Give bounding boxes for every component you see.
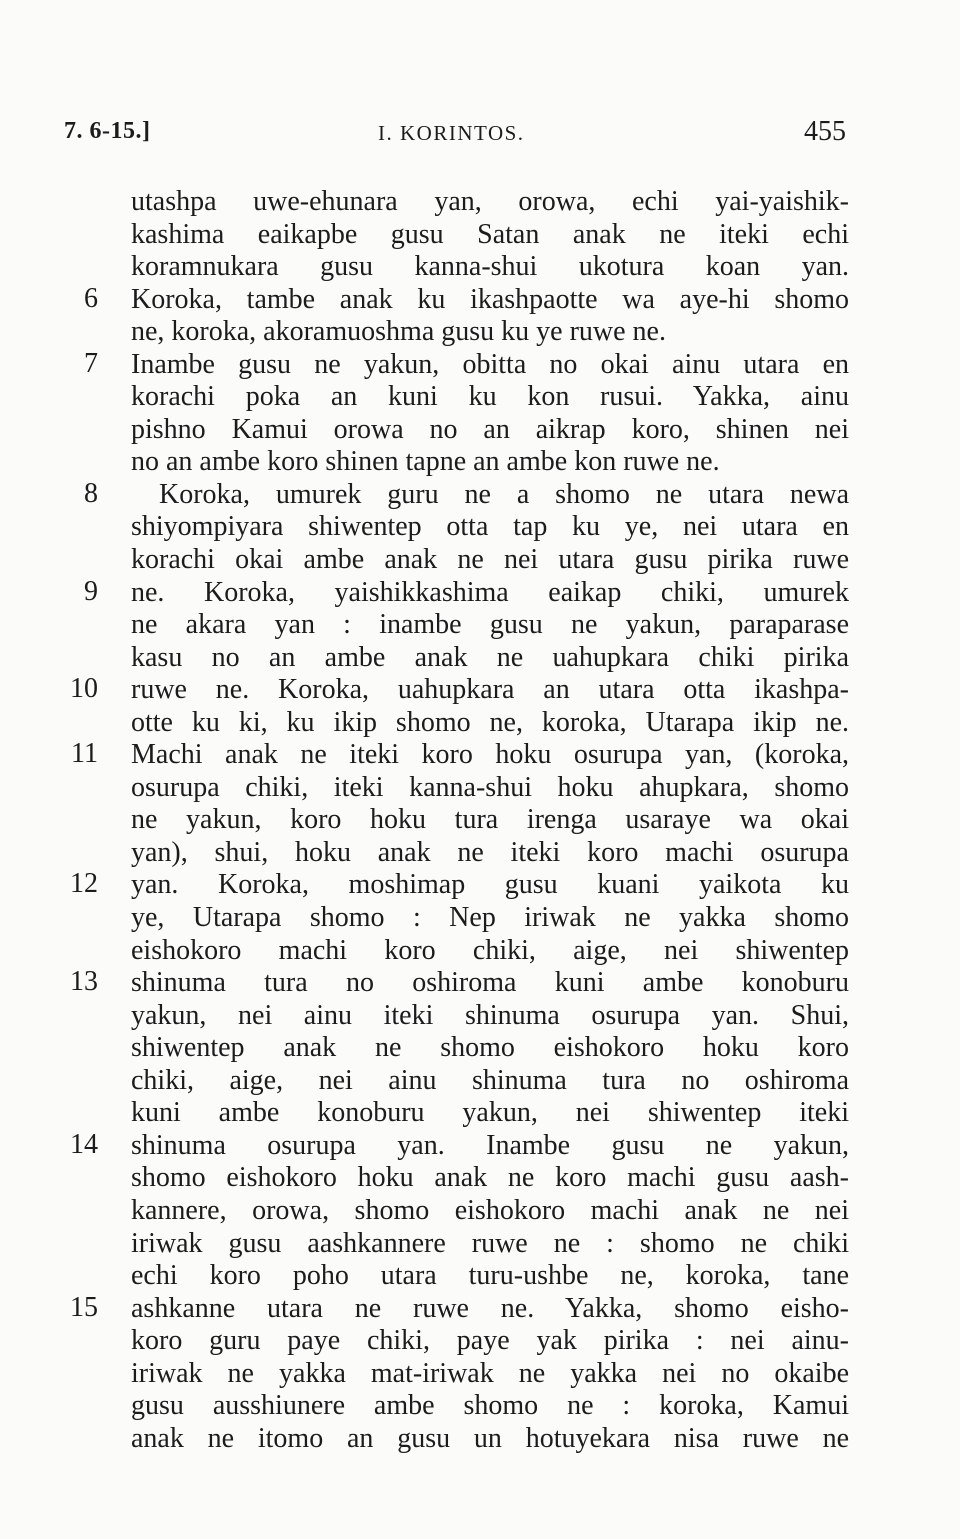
line-text: shinuma osurupa yan. Inambe gusu ne yakun, (131, 1129, 849, 1161)
verse-number: 15 (70, 1291, 98, 1323)
line-text: Inambe gusu ne yakun, obitta no okai ainu utara en (131, 348, 849, 380)
line-text: yakun, nei ainu iteki shinuma osurupa yan. Shui, (131, 999, 849, 1031)
line-text: koramnukara gusu kanna-shui ukotura koan yan. (131, 251, 849, 283)
line-text: anak ne itomo an gusu un hotuyekara nisa ruwe ne (131, 1422, 849, 1454)
verse-number: 14 (70, 1128, 98, 1160)
line-text: shomo eishokoro hoku anak ne koro machi gusu aash- (131, 1162, 849, 1194)
line-text: shiyompiyara shiwentep otta tap ku ye, nei utara en (131, 511, 849, 543)
text-line (0, 739, 960, 772)
text-line (0, 674, 960, 707)
text-line (0, 479, 960, 512)
line-text: Machi anak ne iteki koro hoku osurupa yan, (koroka, (131, 739, 849, 771)
line-text: ne. Koroka, yaishikkashima eaikap chiki, umurek (131, 576, 849, 608)
line-text: ye, Utarapa shomo : Nep iriwak ne yakka shomo (131, 902, 849, 934)
text-line (0, 544, 960, 577)
verse-number: 7 (84, 347, 98, 379)
text-line (0, 1293, 960, 1326)
line-text: yan. Koroka, moshimap gusu kuani yaikota ku (131, 869, 849, 901)
text-line (0, 772, 960, 805)
text-line (0, 219, 960, 252)
text-line (0, 284, 960, 317)
line-text: pishno Kamui orowa no an aikrap koro, shinen nei (131, 413, 849, 445)
text-line (0, 1390, 960, 1423)
line-text: osurupa chiki, iteki kanna-shui hoku ahupkara, shomo (131, 771, 849, 803)
line-text: gusu ausshiunere ambe shomo ne : koroka, Kamui (131, 1390, 849, 1422)
line-text: korachi poka an kuni ku kon rusui. Yakka, ainu (131, 381, 849, 413)
text-line (0, 1260, 960, 1293)
line-text: kasu no an ambe anak ne uahupkara chiki pirika (131, 641, 849, 673)
text-line (0, 1097, 960, 1130)
text-line (0, 316, 960, 349)
text-line (0, 1130, 960, 1163)
text-line (0, 1032, 960, 1065)
verse-number: 13 (70, 966, 98, 998)
verse-number: 11 (71, 738, 98, 770)
verse-number: 10 (70, 673, 98, 705)
text-line (0, 1423, 960, 1456)
line-text: shiwentep anak ne shomo eishokoro hoku koro (131, 1032, 849, 1064)
line-text: koro guru paye chiki, paye yak pirika : nei ainu- (131, 1325, 849, 1357)
line-text: kannere, orowa, shomo eishokoro machi anak ne nei (131, 1194, 849, 1226)
text-line (0, 1358, 960, 1391)
line-text: echi koro poho utara turu-ushbe ne, koroka, tane (131, 1260, 849, 1292)
line-text: Koroka, tambe anak ku ikashpaotte wa aye-hi shomo (131, 283, 849, 315)
verse-number: 8 (84, 477, 98, 509)
book-title: I. KORINTOS. (378, 121, 525, 145)
text-line (0, 902, 960, 935)
line-text: korachi okai ambe anak ne nei utara gusu pirika ruwe (131, 544, 849, 576)
line-text: otte ku ki, ku ikip shomo ne, koroka, Utarapa ikip ne. (131, 706, 849, 738)
text-line (0, 609, 960, 642)
text-line (0, 1162, 960, 1195)
text-line (0, 1325, 960, 1358)
text-line (0, 1065, 960, 1098)
line-text: kuni ambe konoburu yakun, nei shiwentep iteki (131, 1097, 849, 1129)
text-line (0, 935, 960, 968)
text-line (0, 381, 960, 414)
text-line (0, 349, 960, 382)
line-text: eishokoro machi koro chiki, aige, nei shiwentep (131, 934, 849, 966)
line-text: ne yakun, koro hoku tura irenga usaraye wa okai (131, 804, 849, 836)
text-line (0, 251, 960, 284)
text-line (0, 511, 960, 544)
line-text: ruwe ne. Koroka, uahupkara an utara otta ikashpa- (131, 674, 849, 706)
text-line (0, 642, 960, 675)
verse-number: 6 (84, 282, 98, 314)
text-line (0, 1000, 960, 1033)
chapter-verse-reference: 7. 6-15.] (64, 118, 151, 144)
text-line (0, 707, 960, 740)
text-line (0, 186, 960, 219)
line-text: chiki, aige, nei ainu shinuma tura no oshiroma (131, 1064, 849, 1096)
line-text: ashkanne utara ne ruwe ne. Yakka, shomo eisho- (131, 1292, 849, 1324)
text-line (0, 1228, 960, 1261)
text-line (0, 446, 960, 479)
line-text: no an ambe koro shinen tapne an ambe kon ruwe ne. (131, 446, 720, 478)
running-header (0, 118, 960, 158)
text-line (0, 577, 960, 610)
verse-number: 9 (84, 575, 98, 607)
verse-number: 12 (70, 868, 98, 900)
line-text: ne, koroka, akoramuoshma gusu ku ye ruwe ne. (131, 316, 666, 348)
text-line (0, 869, 960, 902)
line-text: yan), shui, hoku anak ne iteki koro machi osurupa (131, 836, 849, 868)
line-text: iriwak gusu aashkannere ruwe ne : shomo ne chiki (131, 1227, 849, 1259)
page-number: 455 (804, 116, 846, 147)
line-text: Koroka, umurek guru ne a shomo ne utara newa (131, 478, 849, 510)
line-text: utashpa uwe-ehunara yan, orowa, echi yai-yaishik- (131, 186, 849, 217)
text-line (0, 414, 960, 447)
line-text: shinuma tura no oshiroma kuni ambe konoburu (131, 967, 849, 999)
text-line (0, 967, 960, 1000)
line-text: kashima eaikapbe gusu Satan anak ne iteki echi (131, 218, 849, 250)
text-line (0, 837, 960, 870)
line-text: ne akara yan : inambe gusu ne yakun, paraparase (131, 609, 849, 641)
line-text: iriwak ne yakka mat-iriwak ne yakka nei no okaibe (131, 1357, 849, 1389)
text-line (0, 1195, 960, 1228)
text-line (0, 804, 960, 837)
page-body-text (0, 186, 960, 1455)
